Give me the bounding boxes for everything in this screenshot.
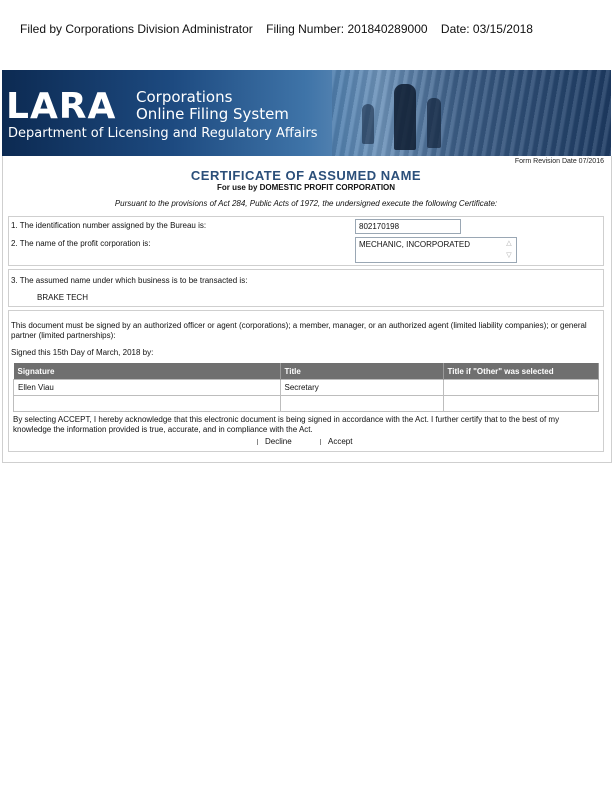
signature-table bbox=[13, 363, 599, 412]
banner-person-silhouette bbox=[427, 98, 441, 148]
title-other-cell bbox=[443, 380, 599, 396]
assumed-name-section bbox=[8, 269, 604, 307]
accept-radio-icon[interactable] bbox=[320, 439, 321, 445]
column-header-title-other: Title if "Other" was selected bbox=[443, 363, 599, 380]
accept-label[interactable]: Accept bbox=[328, 437, 353, 446]
signing-instruction: This document must be signed by an authorized officer or agent (corporations); a member, manager, or an authorized agent (limited liability companies); or general partner (limited partnerships): bbox=[11, 321, 587, 340]
form-revision-date: Form Revision Date 07/2016 bbox=[514, 158, 604, 165]
signature-cell: Ellen Viau bbox=[14, 380, 281, 396]
assumed-name-value: BRAKE TECH bbox=[37, 293, 88, 302]
title-cell bbox=[280, 396, 443, 412]
id-number-value: 802170198 bbox=[359, 222, 400, 231]
textarea-scrollbar[interactable] bbox=[504, 240, 514, 260]
acceptance-statement: By selecting ACCEPT, I hereby acknowledge that this electronic document is being signed in accordance with the Act. I further certify that to the best of my knowledge the information provided is true, accurate, and in compliance with the Act. bbox=[13, 415, 560, 434]
filing-number-text: Filing Number: 201840289000 bbox=[266, 22, 428, 36]
decline-option[interactable] bbox=[257, 437, 292, 446]
system-name-line2: Online Filing System bbox=[136, 105, 289, 123]
pursuant-statement: Pursuant to the provisions of Act 284, Public Acts of 1972, the undersigned execute the following Certificate: bbox=[114, 199, 498, 208]
corporation-name-label: 2. The name of the profit corporation is: bbox=[11, 239, 151, 248]
table-row bbox=[14, 380, 599, 396]
system-name-line1: Corporations bbox=[136, 88, 233, 106]
id-number-label: 1. The identification number assigned by the Bureau is: bbox=[11, 221, 207, 230]
department-name: Department of Licensing and Regulatory Affairs bbox=[8, 126, 318, 141]
decline-label[interactable]: Decline bbox=[265, 437, 292, 446]
scroll-up-icon[interactable]: △ bbox=[506, 240, 512, 247]
lara-logo: LARA bbox=[6, 86, 117, 127]
corporation-name-value: MECHANIC, INCORPORATED bbox=[359, 240, 470, 249]
certificate-title: CERTIFICATE OF ASSUMED NAME bbox=[190, 168, 422, 183]
column-header-signature: Signature bbox=[14, 363, 281, 380]
banner-person-silhouette bbox=[362, 104, 374, 144]
title-cell: Secretary bbox=[280, 380, 443, 396]
id-number-field[interactable] bbox=[355, 219, 461, 234]
column-header-title: Title bbox=[280, 363, 443, 380]
title-other-cell bbox=[443, 396, 599, 412]
signature-section bbox=[8, 310, 604, 452]
banner-person-silhouette bbox=[394, 84, 416, 150]
filing-header bbox=[20, 22, 543, 36]
lara-banner bbox=[2, 70, 611, 156]
accept-option[interactable] bbox=[320, 437, 352, 446]
table-row bbox=[14, 396, 599, 412]
filed-by-text: Filed by Corporations Division Administrator bbox=[20, 22, 253, 36]
assumed-name-label: 3. The assumed name under which business is to be transacted is: bbox=[11, 276, 248, 285]
decline-radio-icon[interactable] bbox=[257, 439, 258, 445]
signed-date-line: Signed this 15th Day of March, 2018 by: bbox=[11, 348, 154, 357]
signature-cell bbox=[14, 396, 281, 412]
corporation-name-field[interactable] bbox=[355, 237, 517, 263]
filing-date-text: Date: 03/15/2018 bbox=[440, 22, 533, 36]
scroll-down-icon[interactable]: ▽ bbox=[506, 252, 512, 259]
certificate-subtitle: For use by DOMESTIC PROFIT CORPORATION bbox=[216, 183, 396, 192]
corporation-info-section bbox=[8, 216, 604, 266]
table-header-row bbox=[14, 363, 599, 380]
